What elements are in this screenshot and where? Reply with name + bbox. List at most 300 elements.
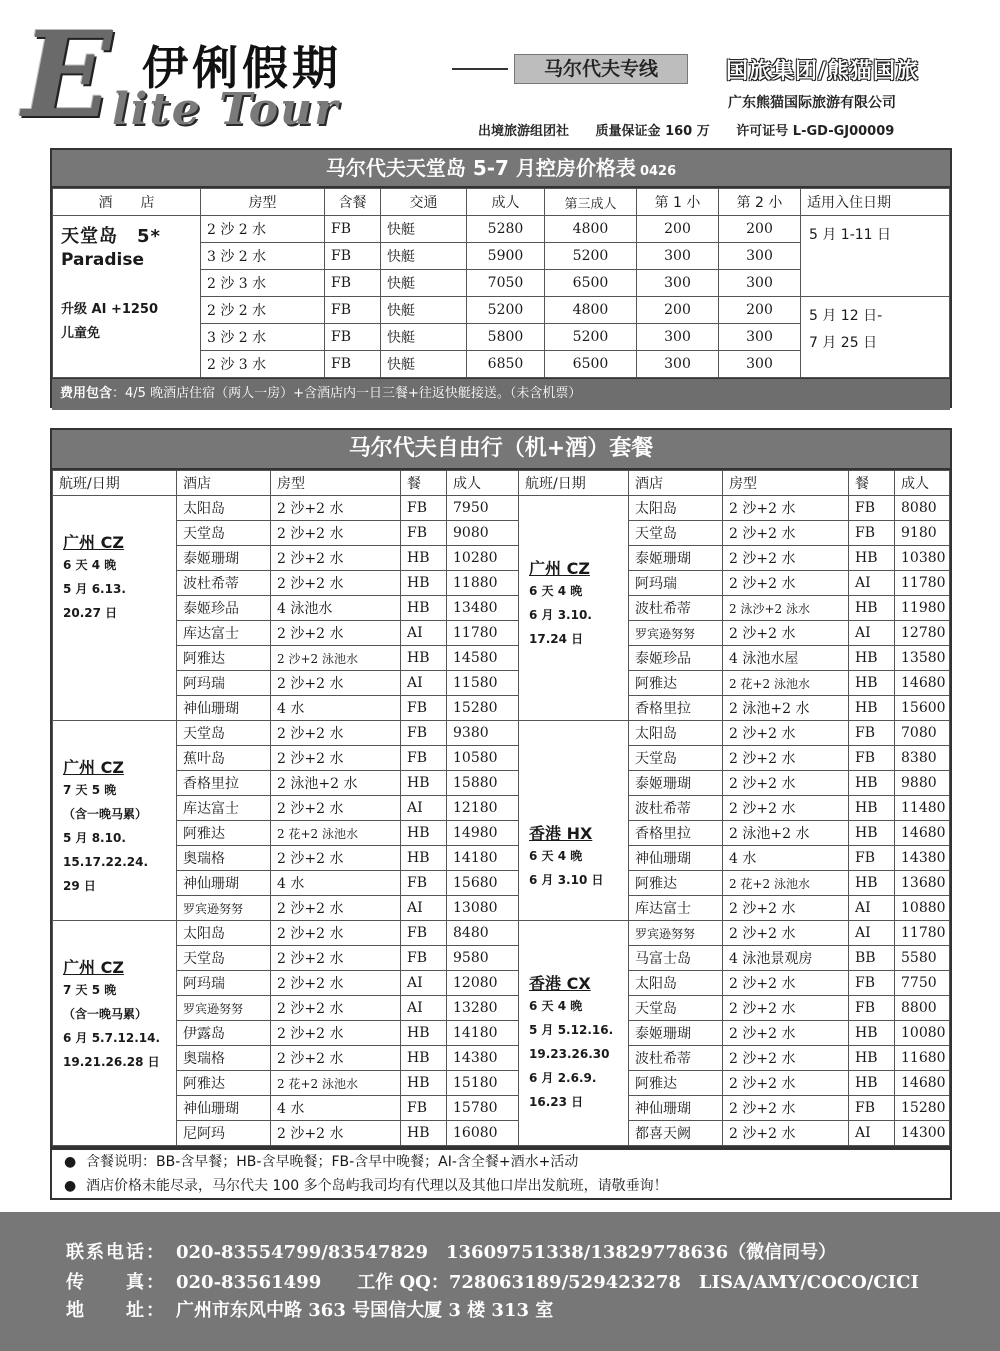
table-cell: 2 沙 3 水 (201, 270, 325, 297)
table-cell: FB (325, 351, 381, 378)
table-cell: FB (849, 521, 895, 546)
table-cell: HB (401, 596, 447, 621)
table-row (53, 746, 950, 771)
logo-letter: E (22, 5, 112, 144)
table-cell: 2 沙+2 水 (271, 946, 401, 971)
table-cell: 13580 (895, 646, 950, 671)
table-cell: HB (849, 646, 895, 671)
flight-detail: 5 月 8.10. (63, 831, 126, 845)
table-cell: 15600 (895, 696, 950, 721)
table-cell: AI (849, 921, 895, 946)
table-cell: 奥瑞格 (177, 1046, 271, 1071)
table-cell: 5580 (895, 946, 950, 971)
inquiry-note: ● 酒店价格未能尽录，马尔代夫 100 多个岛屿我司均有代理以及其他口岸出发航班，请敬垂询！ (52, 1174, 950, 1198)
table-row (53, 896, 950, 921)
table-cell: 2 沙+2 水 (723, 1071, 849, 1096)
table-cell: 300 (719, 270, 801, 297)
table-cell: 11880 (447, 571, 519, 596)
table-cell: 14180 (447, 846, 519, 871)
fee-includes: 费用包含：4/5 晚酒店住宿（两人一房）+含酒店内一日三餐+往返快艇接送。（未含机票） (52, 378, 950, 410)
license-type: 出境旅游组团社 (478, 124, 570, 139)
flight-detail: 5 月 5.12.16. (529, 1023, 614, 1037)
table-cell: 2 沙+2 水 (271, 571, 401, 596)
table-cell: 2 沙+2 水 (723, 1046, 849, 1071)
table-cell: HB (401, 1121, 447, 1146)
table-cell: 4 水 (271, 871, 401, 896)
flight-detail: 15.17.22.24. (63, 855, 149, 869)
table-cell: HB (849, 871, 895, 896)
fax-and-qq: 020-83561499 工作 QQ：728063189/529423278 LISA/AMY/COCO/CICI (176, 1272, 919, 1293)
table-row (53, 496, 950, 521)
table-cell: 200 (637, 216, 719, 243)
table-cell: 9180 (895, 521, 950, 546)
table-cell: FB (849, 1096, 895, 1121)
table-cell: 2 沙+2 水 (723, 721, 849, 746)
table2-title: 马尔代夫自由行（机+酒）套餐 (52, 430, 950, 470)
header-cell: 第三成人 (545, 189, 637, 216)
table-cell: 2 花+2 泳池水 (723, 871, 849, 896)
table-cell: 阿玛瑞 (177, 671, 271, 696)
table-cell: 2 沙+2 水 (271, 996, 401, 1021)
header-cell: 适用入住日期 (801, 189, 950, 216)
table-row (53, 596, 950, 621)
table-cell: HB (849, 1071, 895, 1096)
table-cell: 10880 (895, 896, 950, 921)
table-cell: 泰姬珍品 (629, 646, 723, 671)
table-cell: 香格里拉 (629, 821, 723, 846)
table-cell: 10380 (895, 546, 950, 571)
table-cell: FB (401, 496, 447, 521)
table-cell: 6500 (545, 270, 637, 297)
hotel-cell (53, 216, 201, 378)
table-cell: 2 沙+2 水 (271, 621, 401, 646)
flight-detail: 6 天 4 晚 (529, 999, 583, 1013)
table-cell: 14300 (895, 1121, 950, 1146)
table-cell: 太阳岛 (629, 496, 723, 521)
table-cell: 阿玛瑞 (177, 971, 271, 996)
license-deposit: 质量保证金 160 万 (595, 124, 710, 139)
table-cell: 15280 (895, 1096, 950, 1121)
table-cell: 香格里拉 (177, 771, 271, 796)
table-cell: 2 沙+2 水 (271, 721, 401, 746)
table-cell: HB (849, 1021, 895, 1046)
table-cell: 11780 (447, 621, 519, 646)
table-cell: 天堂岛 (629, 996, 723, 1021)
table-cell: 阿雅达 (629, 671, 723, 696)
table-cell: 5280 (467, 216, 545, 243)
table-cell: 蕉叶岛 (177, 746, 271, 771)
table-cell: 15780 (447, 1096, 519, 1121)
hotel-name: 天堂岛 5* (61, 226, 161, 247)
logo-english-name: lite Tour (112, 84, 340, 135)
table-cell: 2 沙+2 水 (723, 771, 849, 796)
table-cell: 14680 (895, 821, 950, 846)
header-cell: 房型 (723, 471, 849, 496)
table-cell: 14680 (895, 1071, 950, 1096)
table-cell: 15680 (447, 871, 519, 896)
table-cell: 库达富士 (177, 621, 271, 646)
table-cell: 天堂岛 (629, 521, 723, 546)
table-cell: FB (401, 921, 447, 946)
table-cell: 泰姬珊瑚 (177, 546, 271, 571)
header-cell: 航班/日期 (519, 471, 629, 496)
table-row (53, 846, 950, 871)
table-cell: HB (849, 696, 895, 721)
table-cell: 15280 (447, 696, 519, 721)
table-row (53, 871, 950, 896)
divider-line (452, 68, 508, 70)
table-row (53, 646, 950, 671)
table-cell: AI (401, 896, 447, 921)
table-cell: 12080 (447, 971, 519, 996)
table-cell: HB (401, 821, 447, 846)
table-cell: 11680 (895, 1046, 950, 1071)
table-cell: 泰姬珊瑚 (629, 771, 723, 796)
table-row (53, 1071, 950, 1096)
table-cell: 2 泳池+2 水 (723, 821, 849, 846)
table-cell: HB (401, 1046, 447, 1071)
header-cell: 酒店 (629, 471, 723, 496)
phone-line: 联系电话： 020-83554799/83547829 13609751338/13829778636（微信同号） (66, 1242, 837, 1263)
table-cell: AI (849, 1121, 895, 1146)
table-cell: AI (849, 896, 895, 921)
table-cell: 快艇 (381, 270, 467, 297)
flight-detail: 6 天 4 晚 (529, 849, 583, 863)
table-cell: 快艇 (381, 297, 467, 324)
flight-detail: 19.23.26.30 (529, 1047, 610, 1061)
paradise-price-table (50, 148, 952, 408)
table-cell: AI (401, 996, 447, 1021)
header-cell: 成人 (467, 189, 545, 216)
table-cell: 15880 (447, 771, 519, 796)
table-cell: HB (849, 796, 895, 821)
table-cell: 2 花+2 泳池水 (271, 821, 401, 846)
table-cell: 4 水 (271, 696, 401, 721)
hotel-english-name: Paradise (61, 250, 144, 270)
table-cell: 神仙珊瑚 (177, 1096, 271, 1121)
table-cell: FB (401, 721, 447, 746)
table-row (53, 921, 950, 946)
license-number: 许可证号 L-GD-GJ00009 (736, 124, 895, 139)
flight-detail: 6 天 4 晚 (529, 584, 583, 598)
table-cell: 3 沙 2 水 (201, 324, 325, 351)
header-cell: 航班/日期 (53, 471, 177, 496)
table-cell: 11980 (895, 596, 950, 621)
brand-name: 国旅集团/熊猫国旅 (726, 59, 920, 84)
table-cell: 6850 (467, 351, 545, 378)
table-cell: 9080 (447, 521, 519, 546)
table-cell: 16080 (447, 1121, 519, 1146)
flight-city: 广州 CZ (63, 958, 124, 977)
flight-detail: 6 天 4 晚 (63, 558, 117, 572)
header-cell: 成人 (447, 471, 519, 496)
table-cell: 4 泳池景观房 (723, 946, 849, 971)
table-row (53, 671, 950, 696)
table-cell: 波杜希蒂 (629, 596, 723, 621)
route-badge: 马尔代夫专线 (514, 54, 688, 84)
table-row (53, 946, 950, 971)
bullet-icon: ● (64, 1178, 77, 1194)
table-cell: 2 沙+2 水 (271, 971, 401, 996)
table-cell: 阿雅达 (177, 1071, 271, 1096)
table-cell: HB (401, 1021, 447, 1046)
table-row (53, 1121, 950, 1146)
table-cell: 14180 (447, 1021, 519, 1046)
table-cell: HB (401, 771, 447, 796)
table-cell: 8480 (447, 921, 519, 946)
table-cell: 300 (719, 324, 801, 351)
table1-title: 马尔代夫天堂岛 5-7 月控房价格表 0426 (52, 150, 950, 188)
table-cell: 天堂岛 (629, 746, 723, 771)
table-cell: HB (849, 821, 895, 846)
table-cell: 泰姬珍品 (177, 596, 271, 621)
company-name: 广东熊猫国际旅游有限公司 (728, 95, 896, 111)
table-cell: AI (401, 971, 447, 996)
flight-detail: 19.21.26.28 日 (63, 1055, 160, 1069)
date-range: 5 月 1-11 日 (801, 216, 950, 297)
table-cell: 14980 (447, 821, 519, 846)
header-cell: 成人 (895, 471, 950, 496)
table-cell: FB (401, 746, 447, 771)
table-cell: AI (401, 621, 447, 646)
table-cell: 2 沙+2 水 (723, 971, 849, 996)
table-cell: 太阳岛 (629, 971, 723, 996)
table-row (53, 571, 950, 596)
flight-city: 香港 CX (529, 974, 591, 993)
flight-detail: 6 月 2.6.9. (529, 1071, 597, 1085)
table-cell: 2 沙+2 水 (723, 521, 849, 546)
table-cell: AI (401, 796, 447, 821)
table-cell: FB (401, 946, 447, 971)
table-cell: 快艇 (381, 324, 467, 351)
table-cell: 2 沙+2 水 (271, 796, 401, 821)
flight-detail: 6 月 5.7.12.14. (63, 1031, 161, 1045)
header-cell: 第 2 小 (719, 189, 801, 216)
address: 广州市东风中路 363 号国信大厦 3 楼 313 室 (176, 1300, 554, 1321)
table1-header-row (53, 189, 950, 216)
table-cell: 太阳岛 (629, 721, 723, 746)
table-cell: 2 沙+2 水 (723, 546, 849, 571)
flight-group (519, 721, 629, 921)
table-cell: FB (401, 871, 447, 896)
table-cell: FB (849, 971, 895, 996)
table-cell: 2 沙+2 水 (271, 846, 401, 871)
table-cell: 5200 (467, 297, 545, 324)
table-cell: 泰姬珊瑚 (629, 546, 723, 571)
table-cell: 马富士岛 (629, 946, 723, 971)
table-row (53, 216, 950, 243)
table-cell: 2 花+2 泳池水 (271, 1071, 401, 1096)
flight-detail: 6 月 3.10. (529, 608, 592, 622)
flight-detail: 16.23 日 (529, 1095, 584, 1109)
table-cell: 2 沙+2 水 (271, 671, 401, 696)
table-cell: 7080 (895, 721, 950, 746)
table-cell: 伊露岛 (177, 1021, 271, 1046)
table-cell: 10080 (895, 1021, 950, 1046)
table-cell: 200 (719, 297, 801, 324)
table-cell: HB (849, 1046, 895, 1071)
header (0, 0, 1000, 144)
table-row (53, 546, 950, 571)
flight-group (519, 921, 629, 1146)
table-cell: 神仙珊瑚 (629, 1096, 723, 1121)
table-cell: 奥瑞格 (177, 846, 271, 871)
table-cell: 8080 (895, 496, 950, 521)
flight-detail: 7 天 5 晚 (63, 783, 117, 797)
table-cell: 2 沙+2 水 (723, 796, 849, 821)
header-cell: 交通 (381, 189, 467, 216)
table-cell: FB (325, 243, 381, 270)
table1-grid (52, 188, 950, 378)
table-cell: FB (849, 846, 895, 871)
table-cell: 2 沙+2 水 (271, 1046, 401, 1071)
table-cell: 13480 (447, 596, 519, 621)
table-cell: 14380 (895, 846, 950, 871)
logo-chinese-name: 伊俐假期 (142, 41, 342, 95)
table-cell: BB (849, 946, 895, 971)
table-cell: 天堂岛 (177, 721, 271, 746)
table-cell: 5900 (467, 243, 545, 270)
table-cell: 13080 (447, 896, 519, 921)
table-cell: HB (401, 571, 447, 596)
flight-detail: （含一晚马累） (63, 807, 148, 821)
table-cell: 7050 (467, 270, 545, 297)
table-row (53, 971, 950, 996)
table-cell: 4 水 (723, 846, 849, 871)
table-cell: 10280 (447, 546, 519, 571)
table-cell: 快艇 (381, 243, 467, 270)
table2-header-row (53, 471, 950, 496)
table-cell: 7950 (447, 496, 519, 521)
table-cell: FB (849, 746, 895, 771)
table-cell: 2 沙 2 水 (201, 216, 325, 243)
table-cell: FB (849, 996, 895, 1021)
table-cell: 5200 (545, 324, 637, 351)
table1-code: 0426 (639, 164, 677, 179)
table-cell: 5200 (545, 243, 637, 270)
table-cell: 2 沙+2 水 (271, 896, 401, 921)
table-row (53, 1046, 950, 1071)
contact-footer (0, 1212, 1000, 1351)
table-cell: 11780 (895, 571, 950, 596)
table-row (53, 996, 950, 1021)
table-cell: HB (849, 596, 895, 621)
table-cell: FB (849, 721, 895, 746)
table-cell: 12180 (447, 796, 519, 821)
table-cell: 2 沙+2 水 (271, 546, 401, 571)
table-cell: 波杜希蒂 (177, 571, 271, 596)
table-cell: 罗宾逊努努 (629, 621, 723, 646)
table-cell: 2 沙+2 水 (271, 1121, 401, 1146)
header-cell: 酒店 (177, 471, 271, 496)
table-cell: 2 沙+2 水 (723, 1021, 849, 1046)
table-cell: 2 沙+2 水 (723, 1096, 849, 1121)
table-cell: 2 沙+2 水 (723, 496, 849, 521)
table-cell: 300 (719, 351, 801, 378)
table-cell: 都喜天阙 (629, 1121, 723, 1146)
table-cell: 罗宾逊努努 (177, 896, 271, 921)
table-cell: FB (325, 270, 381, 297)
table-cell: 14380 (447, 1046, 519, 1071)
flight-group (53, 921, 177, 1146)
table-cell: 神仙珊瑚 (177, 871, 271, 896)
table-cell: 15180 (447, 1071, 519, 1096)
table-cell: 300 (637, 324, 719, 351)
table-cell: 阿雅达 (629, 1071, 723, 1096)
flight-detail: 20.27 日 (63, 606, 118, 620)
table-cell: 4 水 (271, 1096, 401, 1121)
table-cell: HB (401, 646, 447, 671)
table-cell: 300 (637, 351, 719, 378)
header-cell: 酒 店 (53, 189, 201, 216)
table-cell: 2 沙+2 水 (723, 896, 849, 921)
table-cell: 8380 (895, 746, 950, 771)
table-cell: 6500 (545, 351, 637, 378)
table-cell: FB (401, 521, 447, 546)
table-cell: 4800 (545, 216, 637, 243)
table-cell: 天堂岛 (177, 946, 271, 971)
flight-detail: 17.24 日 (529, 632, 584, 646)
table-cell: 4 泳池水 (271, 596, 401, 621)
flight-detail: 29 日 (63, 879, 96, 893)
flight-city: 香港 HX (529, 824, 593, 843)
table-cell: 波杜希蒂 (629, 1046, 723, 1071)
table-cell: 2 花+2 泳池水 (723, 671, 849, 696)
header-cell: 餐 (849, 471, 895, 496)
table-cell: 200 (719, 216, 801, 243)
phone-numbers: 020-83554799/83547829 13609751338/13829778636（微信同号） (176, 1242, 837, 1263)
table-cell: 2 泳池+2 水 (723, 696, 849, 721)
table-cell: 2 泳池+2 水 (271, 771, 401, 796)
license-info (478, 120, 916, 139)
flight-group (53, 721, 177, 921)
table-cell: 罗宾逊努努 (177, 996, 271, 1021)
table-cell: HB (401, 1071, 447, 1096)
table-cell: 香格里拉 (629, 696, 723, 721)
table-cell: 9380 (447, 721, 519, 746)
table-cell: 天堂岛 (177, 521, 271, 546)
flight-city: 广州 CZ (63, 533, 124, 552)
table-cell: 2 沙+2 水 (271, 921, 401, 946)
table-cell: 2 沙+2 泳池水 (271, 646, 401, 671)
table-cell: 300 (719, 243, 801, 270)
table-cell: 2 沙+2 水 (723, 996, 849, 1021)
table-cell: 罗宾逊努努 (629, 921, 723, 946)
table-cell: 阿雅达 (177, 821, 271, 846)
header-cell: 第 1 小 (637, 189, 719, 216)
table-cell: 9880 (895, 771, 950, 796)
table-cell: 5800 (467, 324, 545, 351)
table-cell: 2 沙+2 水 (723, 571, 849, 596)
address-line: 地 址： 广州市东风中路 363 号国信大厦 3 楼 313 室 (66, 1300, 554, 1321)
table-cell: 7750 (895, 971, 950, 996)
table-cell: 库达富士 (629, 896, 723, 921)
table-cell: 13280 (447, 996, 519, 1021)
table-row (53, 696, 950, 721)
table-row (53, 771, 950, 796)
table-row (53, 521, 950, 546)
table-cell: 2 泳沙+2 泳水 (723, 596, 849, 621)
table-cell: FB (849, 496, 895, 521)
table-row (53, 821, 950, 846)
table-cell: 12780 (895, 621, 950, 646)
table-cell: 8800 (895, 996, 950, 1021)
table-cell: 2 沙+2 水 (723, 1121, 849, 1146)
table-cell: 阿雅达 (629, 871, 723, 896)
table-cell: AI (401, 671, 447, 696)
table-cell: 快艇 (381, 216, 467, 243)
meal-note: ● 含餐说明：BB-含早餐；HB-含早晚餐；FB-含早中晚餐；AI-含全餐+酒水+活动 (52, 1150, 950, 1174)
